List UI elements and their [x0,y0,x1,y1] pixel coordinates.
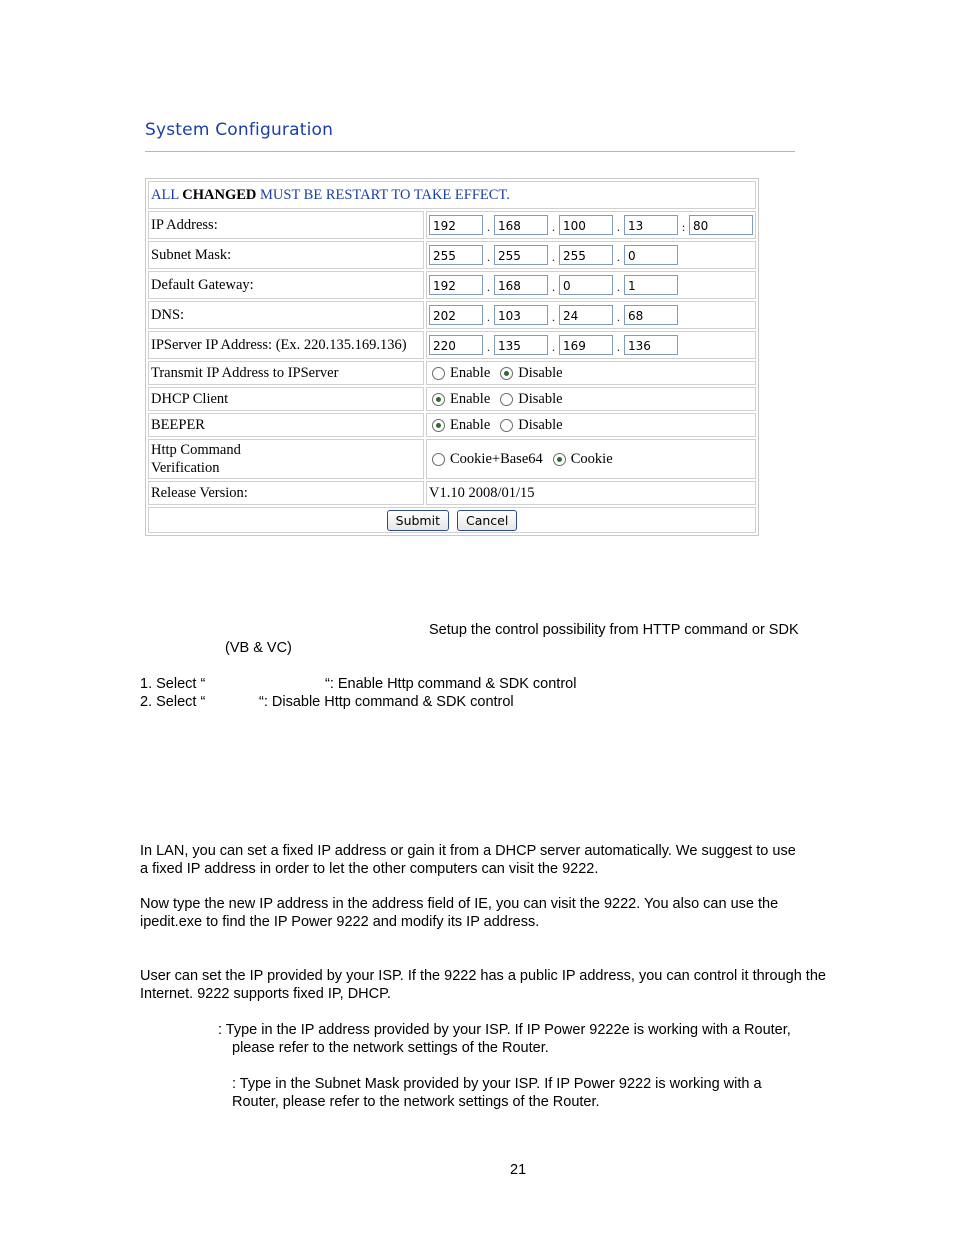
beeper-disable-label: Disable [518,416,563,433]
release-value: V1.10 2008/01/15 [426,481,756,505]
transmit-disable-radio[interactable] [500,367,513,380]
cookie-radio[interactable] [553,453,566,466]
http-verification-row [148,439,756,479]
subnet-desc-2: Router, please refer to the network settings of the Router. [232,1094,600,1110]
select-option-1-prefix: 1. Select “ [140,676,206,692]
ipserver-octet-1[interactable]: 220 [429,335,483,355]
select-option-2-prefix: 2. Select “ [140,694,206,710]
cancel-button[interactable]: Cancel [457,510,517,531]
release-label: Release Version: [148,481,424,505]
isp-paragraph-2: Internet. 9222 supports fixed IP, DHCP. [140,986,391,1002]
gateway-label: Default Gateway: [148,271,424,299]
transmit-enable-label: Enable [450,364,491,381]
ip-octet-4[interactable]: 13 [624,215,678,235]
ip-address-row: IP Address: 192 . 168 . 100 . 13 : 80 [148,211,756,239]
http-verification-label: Http Command Verification [148,439,424,479]
gateway-row: Default Gateway: 192 . 168 . 0 . 1 [148,271,756,299]
subnet-octet-2[interactable]: 255 [494,245,548,265]
beeper-label: BEEPER [148,413,424,437]
gateway-octet-4[interactable]: 1 [624,275,678,295]
page-number: 21 [510,1162,527,1178]
ip-address-desc-2: please refer to the network settings of the Router. [232,1040,549,1056]
dns-octet-3[interactable]: 24 [559,305,613,325]
type-ip-paragraph-1: Now type the new IP address in the address field of IE, you can visit the 9222. You also can use the [140,896,779,912]
subnet-desc-1: : Type in the Subnet Mask provided by your ISP. If IP Power 9222 is working with a [232,1076,762,1092]
subnet-octet-4[interactable]: 0 [624,245,678,265]
ip-address-desc-1: : Type in the IP address provided by your ISP. If IP Power 9222e is working with a Router, [218,1022,791,1038]
http-setup-text-2: (VB & VC) [225,640,292,656]
dhcp-enable-label: Enable [450,390,491,407]
ip-address-label: IP Address: [148,211,424,239]
transmit-enable-radio[interactable] [432,367,445,380]
section-title: System Configuration [145,120,334,140]
dns-octet-2[interactable]: 103 [494,305,548,325]
dhcp-label: DHCP Client [148,387,424,411]
cookie-label: Cookie [570,450,613,467]
http-setup-text-1: Setup the control possibility from HTTP command or SDK [429,622,799,638]
ip-octet-3[interactable]: 100 [559,215,613,235]
ipserver-row: IPServer IP Address: (Ex. 220.135.169.136) 220 . 135 . 169 . 136 [148,331,756,359]
beeper-enable-label: Enable [450,416,491,433]
ip-port[interactable]: 80 [689,215,753,235]
transmit-disable-label: Disable [518,364,563,381]
dhcp-disable-label: Disable [518,390,563,407]
transmit-label: Transmit IP Address to IPServer [148,361,424,385]
gateway-octet-1[interactable]: 192 [429,275,483,295]
ip-octet-2[interactable]: 168 [494,215,548,235]
beeper-enable-radio[interactable] [432,419,445,432]
dns-octet-4[interactable]: 68 [624,305,678,325]
system-config-table [145,178,759,536]
dns-row: DNS: 202 . 103 . 24 . 68 [148,301,756,329]
dns-label: DNS: [148,301,424,329]
cookie-base64-label: Cookie+Base64 [450,450,543,467]
button-row [148,507,756,533]
dns-octet-1[interactable]: 202 [429,305,483,325]
ipserver-octet-3[interactable]: 169 [559,335,613,355]
isp-paragraph-1: User can set the IP provided by your ISP. If the 9222 has a public IP address, you can control it through the [140,968,826,984]
dhcp-row [148,387,756,411]
ipserver-octet-2[interactable]: 135 [494,335,548,355]
cookie-base64-radio[interactable] [432,453,445,466]
dhcp-enable-radio[interactable] [432,393,445,406]
subnet-octet-3[interactable]: 255 [559,245,613,265]
ipserver-octet-4[interactable]: 136 [624,335,678,355]
release-row [148,481,756,505]
ipserver-label: IPServer IP Address: (Ex. 220.135.169.136) [148,331,424,359]
gateway-octet-3[interactable]: 0 [559,275,613,295]
dhcp-disable-radio[interactable] [500,393,513,406]
ip-octet-1[interactable]: 192 [429,215,483,235]
restart-notice: ALL CHANGED MUST BE RESTART TO TAKE EFFECT. [148,181,756,209]
beeper-disable-radio[interactable] [500,419,513,432]
subnet-label: Subnet Mask: [148,241,424,269]
subnet-octet-1[interactable]: 255 [429,245,483,265]
select-option-2-text: “: Disable Http command & SDK control [259,694,514,710]
title-divider [145,151,795,152]
lan-paragraph-2: a fixed IP address in order to let the other computers can visit the 9222. [140,861,599,877]
transmit-row [148,361,756,385]
submit-button[interactable]: Submit [387,510,449,531]
select-option-1-text: “: Enable Http command & SDK control [325,676,577,692]
gateway-octet-2[interactable]: 168 [494,275,548,295]
beeper-row [148,413,756,437]
subnet-row: Subnet Mask: 255 . 255 . 255 . 0 [148,241,756,269]
lan-paragraph-1: In LAN, you can set a fixed IP address or gain it from a DHCP server automatically. We suggest to use [140,843,796,859]
type-ip-paragraph-2: ipedit.exe to find the IP Power 9222 and modify its IP address. [140,914,540,930]
